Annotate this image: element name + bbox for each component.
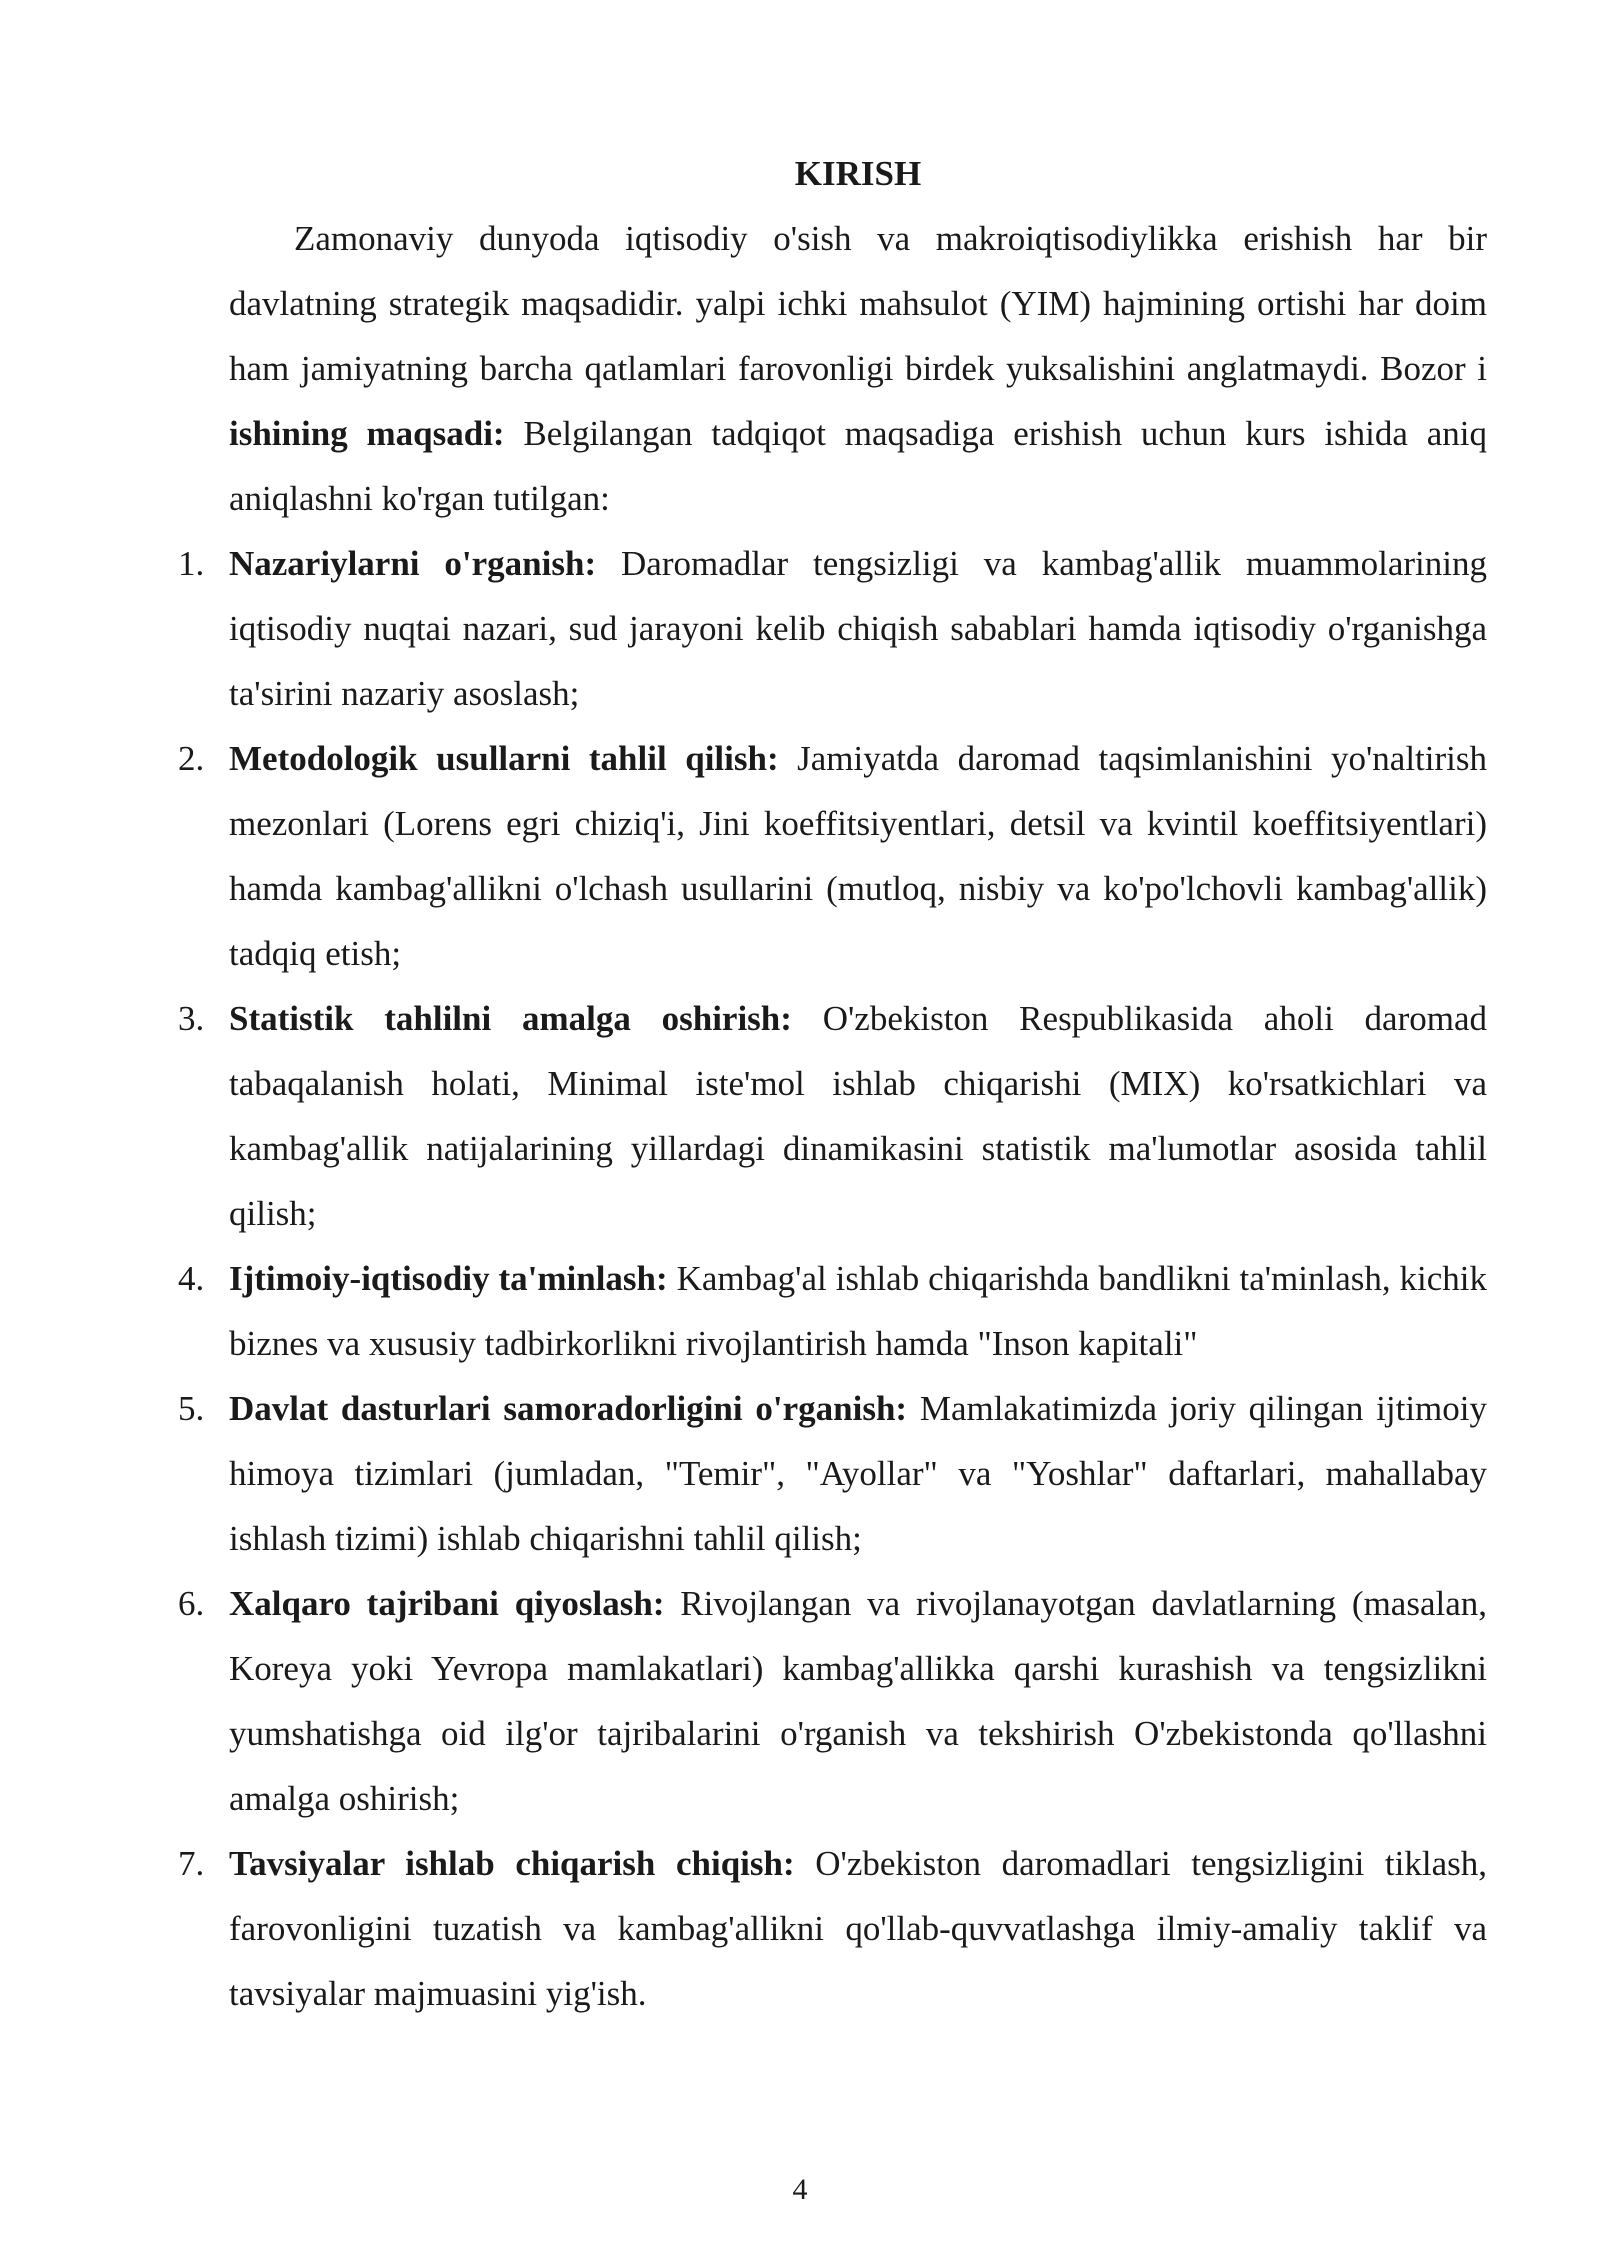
item-lead: Xalqaro tajribani qiyoslash: xyxy=(229,1584,665,1623)
item-text: O'zbekiston daromadlari tengsizligini tiklash, farovonligini tuzatish va kambag'allikni qo'llab-quvvatlashga ilmiy-amaliy taklif va tavsiyalar majmuasini yig'ish. xyxy=(229,1844,1488,2013)
item-text: O'zbekiston Respublikasida aholi daromad tabaqalanish holati, Minimal iste'mol ishlab chiqarishi (MIX) ko'rsatkichlari va kambag'allik natijalarining yillardagi dinamikasini statistik ma'lumotlar asosida tahlil qilish; xyxy=(229,999,1488,1233)
intro-paragraph xyxy=(229,206,1487,531)
list-item xyxy=(178,1246,1487,1376)
section-title: KIRISH xyxy=(794,154,922,193)
intro-text-before: Zamonaviy dunyoda iqtisodiy o'sish va makroiqtisodiylikka erishish har bir davlatning strategik maqsadidir. yalpi ichki mahsulot (YIM) hajmining ortishi har doim ham jamiyatning barcha qatlamlari farovonligi birdek yuksalishini anglatmaydi. Bozor i xyxy=(229,219,1487,388)
item-lead: Ijtimoiy-iqtisodiy ta'minlash: xyxy=(229,1259,668,1298)
item-lead: Statistik tahlilni amalga oshirish: xyxy=(229,999,792,1038)
item-text: Jamiyatda daromad taqsimlanishini yo'naltirish mezonlari (Lorens egri chiziq'i, Jini koeffitsiyentlari, detsil va kvintil koeffitsiyentlari) hamda kambag'allikni o'lchash usullarini (mutloq, nisbiy va ko'po'lchovli kambag'allik) tadqiq etish; xyxy=(229,739,1487,973)
item-text: Daromadlar tengsizligi va kambag'allik muammolarining iqtisodiy nuqtai nazari, sud jarayoni kelib chiqish sabablari hamda iqtisodiy o'rganishga ta'sirini nazariy asoslash; xyxy=(229,544,1487,713)
item-number: 1. xyxy=(178,544,205,583)
item-lead: Nazariylarni o'rganish: xyxy=(229,544,597,583)
list-item xyxy=(178,1376,1488,1571)
list-item xyxy=(178,531,1487,726)
item-number: 3. xyxy=(178,999,205,1038)
item-number: 2. xyxy=(178,739,205,778)
item-number: 6. xyxy=(178,1584,205,1623)
list-item xyxy=(178,986,1488,1246)
intro-text-after: Belgilangan tadqiqot maqsadiga erishish uchun kurs ishida aniq aniqlashni ko'rgan tutilgan: xyxy=(229,414,1487,518)
list-item xyxy=(178,1831,1488,2026)
page-number: 4 xyxy=(792,2173,808,2206)
item-number: 5. xyxy=(178,1389,205,1428)
item-number: 4. xyxy=(178,1259,205,1298)
list-item xyxy=(178,726,1487,986)
intro-bold-phrase: ishining maqsadi: xyxy=(229,414,505,453)
item-number: 7. xyxy=(178,1844,205,1883)
item-lead: Davlat dasturlari samoradorligini o'rganish: xyxy=(229,1389,908,1428)
item-text: Rivojlangan va rivojlanayotgan davlatlarning (masalan, Koreya yoki Yevropa mamlakatlari) kambag'allikka qarshi kurashish va tengsizlikni yumshatishga oid ilg'or tajribalarini o'rganish va tekshirish O'zbekistonda qo'llashni amalga oshirish; xyxy=(229,1584,1488,1818)
list-item xyxy=(178,1571,1488,1831)
item-text: Mamlakatimizda joriy qilingan ijtimoiy himoya tizimlari (jumladan, "Temir", "Ayollar" va "Yoshlar" daftarlari, mahallabay ishlash tizimi) ishlab chiqarishni tahlil qilish; xyxy=(229,1389,1488,1558)
item-lead: Tavsiyalar ishlab chiqarish chiqish: xyxy=(229,1844,795,1883)
objectives-list xyxy=(178,531,1488,2026)
item-lead: Metodologik usullarni tahlil qilish: xyxy=(229,739,779,778)
item-text: Kambag'al ishlab chiqarishda bandlikni ta'minlash, kichik biznes va xususiy tadbirkorlikni rivojlantirish hamda "Inson kapitali" xyxy=(229,1259,1487,1363)
page-content xyxy=(178,141,1488,2026)
